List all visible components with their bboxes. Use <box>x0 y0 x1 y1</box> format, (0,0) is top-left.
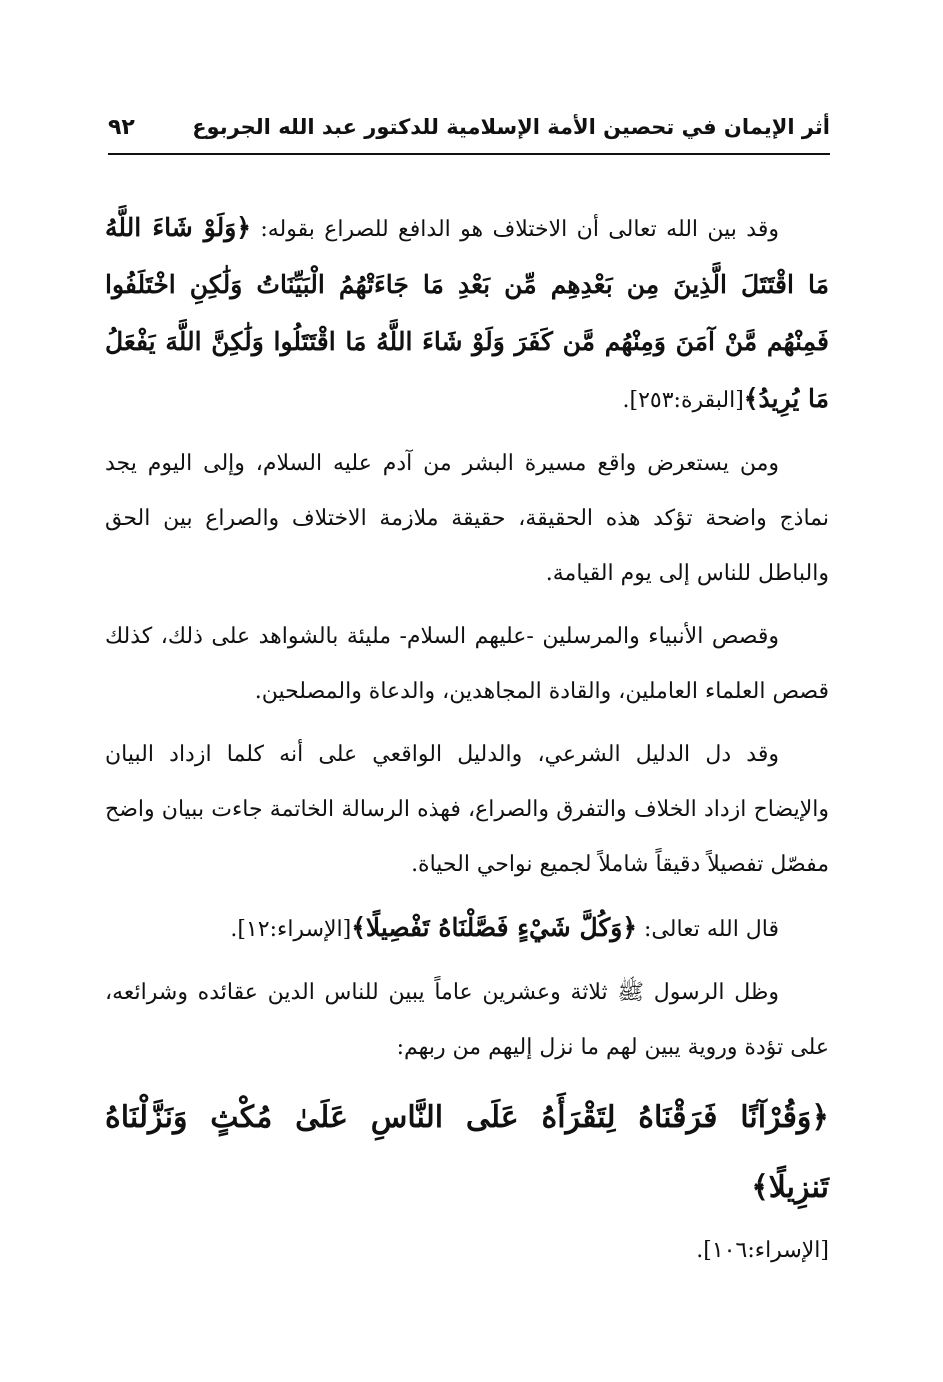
verse-reference-isra-106: [الإسراء:١٠٦]. <box>696 1238 829 1263</box>
verse-reference-baqarah-253: [البقرة:٢٥٣]. <box>622 388 744 413</box>
paragraph-6: وظل الرسول ﷺ ثلاثة وعشرين عاماً يبين للناس الدين عقائده وشرائعه، على تؤدة وروية يبين لهم ما نزل إليهم من ربهم: <box>105 980 829 1060</box>
paragraph-1 <box>105 200 829 428</box>
paragraph-3: وقصص الأنبياء والمرسلين -عليهم السلام- مليئة بالشواهد على ذلك، كذلك قصص العلماء العاملين، والقادة المجاهدين، والدعاة والمصلحين. <box>105 624 829 704</box>
paragraph-4: وقد دل الدليل الشرعي، والدليل الواقعي على أنه كلما ازداد البيان والإيضاح ازداد الخلاف والتفرق والصراع، فهذه الرسالة الخاتمة جاءت ببيان واضح مفصّل تفصيلاً دقيقاً شاملاً لجميع نواحي الحياة. <box>105 742 829 877</box>
quran-verse-baqarah-253: ﴿وَلَوْ شَاءَ اللَّهُ مَا اقْتَتَلَ الَّذِينَ مِن بَعْدِهِم مِّن بَعْدِ مَا جَاءَتْهُمُ الْبَيِّنَاتُ وَلَٰكِنِ اخْتَلَفُوا فَمِنْهُم مَّنْ آمَنَ وَمِنْهُم مَّن كَفَرَ وَلَوْ شَاءَ اللَّهُ مَا اقْتَتَلُوا وَلَٰكِنَّ اللَّهَ يَفْعَلُ مَا يُرِيدُ﴾ <box>105 213 829 413</box>
verse-reference-isra-12: [الإسراء:١٢]. <box>230 917 352 942</box>
quran-verse-isra-12: ﴿وَكُلَّ شَيْءٍ فَصَّلْنَاهُ تَفْصِيلًا﴾ <box>351 913 638 942</box>
page-header <box>108 104 830 150</box>
quran-verse-isra-106: ﴿وَقُرْآنًا فَرَقْنَاهُ لِتَقْرَأَهُ عَلَى النَّاسِ عَلَىٰ مُكْثٍ وَنَزَّلْنَاهُ تَنزِيلًا﴾ <box>105 1100 829 1205</box>
paragraph-2: ومن يستعرض واقع مسيرة البشر من آدم عليه السلام، وإلى اليوم يجد نماذج واضحة تؤكد هذه الحقيقة، حقيقة ملازمة الاختلاف والصراع بين الحق والباطل للناس إلى يوم القيامة. <box>105 451 829 586</box>
book-title: أثر الإيمان في تحصين الأمة الإسلامية للدكتور عبد الله الجربوع <box>192 115 830 139</box>
page-number: ٩٢ <box>108 114 135 140</box>
paragraph-5 <box>105 900 829 957</box>
header-divider <box>108 153 830 155</box>
paragraph-1-intro: وقد بين الله تعالى أن الاختلاف هو الدافع للصراع بقوله: <box>250 217 779 242</box>
paragraph-5-intro: قال الله تعالى: <box>637 917 779 942</box>
page-body <box>105 200 829 1278</box>
